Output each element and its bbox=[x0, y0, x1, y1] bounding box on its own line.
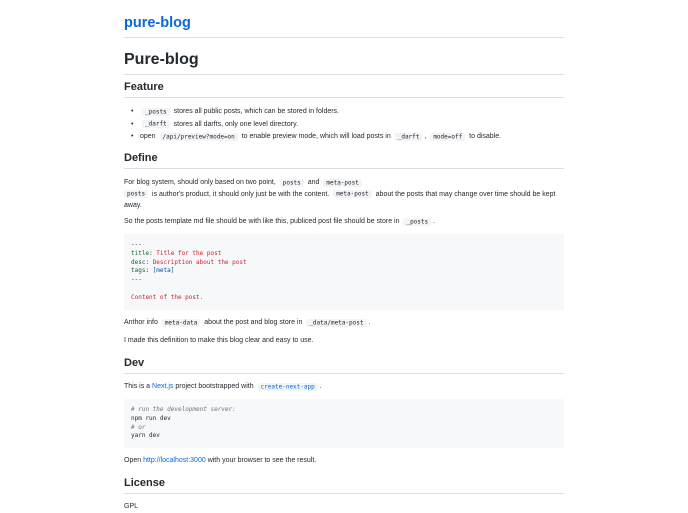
define-heading: Define bbox=[124, 151, 564, 169]
text: This is a bbox=[124, 383, 151, 390]
code-key: title bbox=[131, 249, 150, 257]
text: For blog system, should only based on two point, bbox=[124, 179, 276, 186]
dev-paragraph-2 bbox=[124, 455, 564, 467]
inline-code: meta-post bbox=[333, 190, 372, 198]
feature-list bbox=[124, 106, 564, 143]
inline-code: /api/preview?mode=on bbox=[160, 133, 238, 141]
code-line: npm run dev bbox=[131, 414, 171, 422]
inline-code: _posts bbox=[403, 218, 431, 226]
dev-paragraph-1 bbox=[124, 381, 564, 393]
inline-code: _posts bbox=[142, 108, 170, 116]
inline-code: meta-post bbox=[323, 179, 362, 187]
text: . bbox=[368, 319, 371, 326]
text: Open bbox=[124, 457, 142, 464]
code-comment: # or bbox=[131, 423, 146, 431]
inline-code: create-next-app bbox=[258, 383, 318, 391]
site-divider bbox=[124, 37, 564, 38]
inline-code: mode=off bbox=[430, 133, 465, 141]
text: about the post and blog store in bbox=[204, 319, 303, 326]
front-matter-code-block: --- title: Title for the post desc: Description about the post tags: [meta] --- Content of the post. bbox=[124, 234, 564, 310]
list-item bbox=[140, 119, 564, 131]
license-text: GPL bbox=[124, 503, 139, 510]
nextjs-link[interactable]: Next.js bbox=[152, 383, 174, 390]
localhost-link[interactable]: http://localhost:3000 bbox=[143, 457, 206, 464]
list-item bbox=[140, 131, 564, 143]
text: and bbox=[307, 179, 320, 186]
list-item-text: stores all darfts, only one level directory. bbox=[173, 120, 299, 128]
code-line: Content of the post. bbox=[131, 293, 204, 301]
define-paragraph-1 bbox=[124, 177, 564, 212]
text: . bbox=[319, 383, 322, 390]
list-item bbox=[140, 106, 564, 118]
code-line: --- bbox=[131, 276, 142, 284]
text: is author's product, it should only just be with the content. bbox=[152, 190, 330, 198]
code-value: Description about the post bbox=[152, 258, 247, 266]
inline-code: posts bbox=[124, 190, 148, 198]
page-title: Pure-blog bbox=[124, 50, 564, 75]
text: . bbox=[433, 218, 436, 225]
feature-heading: Feature bbox=[124, 80, 564, 98]
text: Anthor info bbox=[124, 319, 158, 326]
text: with your browser to see the result. bbox=[207, 457, 317, 464]
inline-code: _darft bbox=[395, 133, 423, 141]
text: about the posts that may change over time should be kept away. bbox=[124, 190, 556, 209]
list-item-text: to disable. bbox=[469, 133, 502, 140]
code-key: tags bbox=[131, 267, 146, 275]
list-item-text: to enable preview mode, which will load posts in bbox=[241, 133, 391, 140]
define-paragraph-3 bbox=[124, 317, 564, 329]
inline-code: meta-data bbox=[162, 319, 201, 327]
code-key: desc bbox=[131, 258, 146, 266]
page bbox=[124, 0, 564, 510]
text: project bootstrapped with bbox=[175, 383, 254, 390]
define-paragraph-4: I made this definition to make this blog clear and easy to use. bbox=[124, 337, 314, 344]
text: So the posts template md file should be with like this, publiced post file should be store in bbox=[124, 218, 400, 225]
define-paragraph-2 bbox=[124, 216, 564, 228]
list-item-text: open bbox=[140, 133, 156, 140]
inline-code: _darft bbox=[142, 120, 170, 128]
create-next-app-link[interactable] bbox=[256, 383, 320, 390]
inline-code: posts bbox=[280, 179, 304, 187]
inline-code: _data/meta-post bbox=[306, 319, 366, 327]
code-value: [meta] bbox=[152, 267, 175, 275]
code-value: Title for the post bbox=[156, 249, 222, 257]
list-item-text: , bbox=[424, 133, 427, 140]
dev-code-block bbox=[124, 399, 564, 448]
list-item-text: stores all public posts, which can be stored in folders. bbox=[173, 108, 340, 115]
dev-heading: Dev bbox=[124, 356, 564, 374]
code-line: yarn dev bbox=[131, 432, 160, 440]
license-heading: License bbox=[124, 476, 564, 494]
site-title-link[interactable]: pure-blog bbox=[124, 15, 191, 31]
code-line: --- bbox=[131, 241, 142, 248]
code-comment: # run the development server: bbox=[131, 406, 236, 413]
